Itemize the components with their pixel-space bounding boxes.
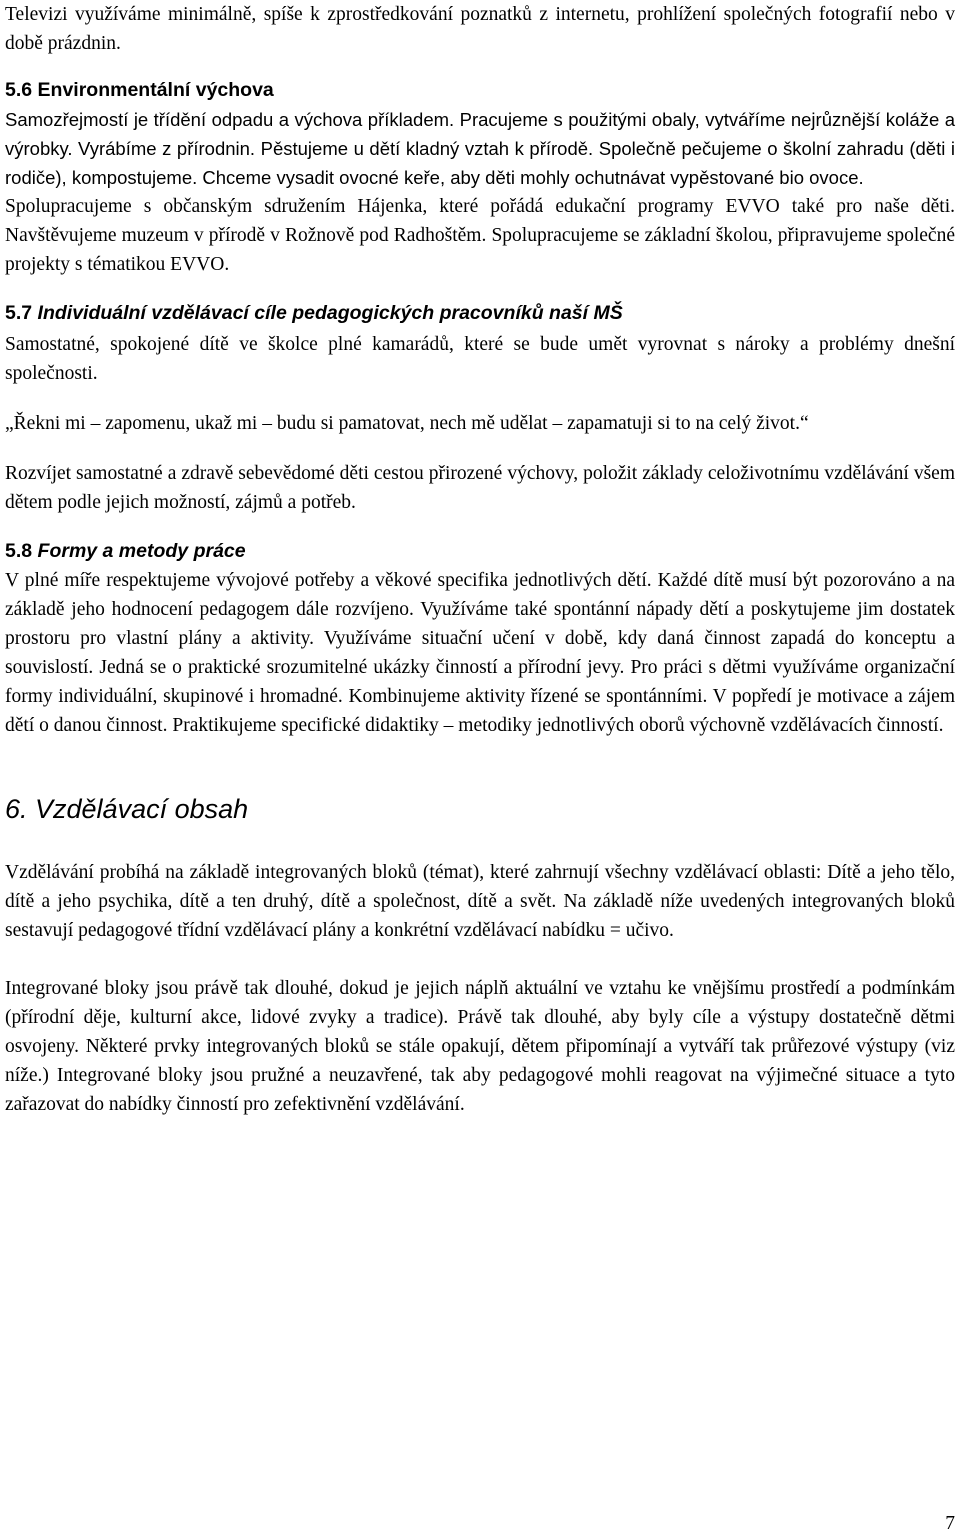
section-5-7-paragraph-2: Rozvíjet samostatné a zdravě sebevědomé děti cestou přirozené výchovy, položit základy celoživotnímu vzdělávání všem dětem podle jejich možností, zájmů a potřeb. (5, 463, 955, 513)
chapter-6-paragraph-1: Vzdělávání probíhá na základě integrovaných bloků (témat), které zahrnují všechny vzdělávací oblasti: Dítě a jeho tělo, dítě a jeho psychika, dítě a ten druhý, dítě a společnost, dítě a svět. Na základě níže uvedených integrovaných bloků sestavují pedagogové třídní vzdělávací plány a konkrétní vzdělávací nabídku = učivo. (5, 862, 955, 941)
section-5-7-heading (5, 299, 955, 328)
chapter-6-paragraph-2: Integrované bloky jsou právě tak dlouhé, dokud je jejich náplň aktuální ve vztahu ke vnějšímu prostředí a podmínkám (přírodní děje, kulturní akce, lidové zvyky a tradice). Právě tak dlouhé, aby byly cíle a výstupy dostatečně dětmi osvojeny. Některé prvky integrovaných bloků se stále opakují, dětem připomínají a vytváří tak průřezové výstupy (viz níže.) Integrované bloky jsou pružné a neuzavřené, tak aby pedagogové mohli reagovat na výjimečné situace a tyto zařazovat do nabídky činností pro zefektivnění vzdělávání. (5, 978, 955, 1115)
section-5-6-paragraph-2: Spolupracujeme s občanským sdružením Hájenka, které pořádá edukační programy EVVO také pro naše děti. Navštěvujeme muzeum v přírodě v Rožnově pod Radhoštěm. Spolupracujeme se základní školou, připravujeme společné projekty s tématikou EVVO. (5, 196, 955, 275)
section-5-7-quote: „Řekni mi – zapomenu, ukaž mi – budu si pamatovat, nech mě udělat – zapamatuji si to na celý život.“ (5, 413, 809, 434)
section-5-8-number: 5.8 (5, 540, 33, 562)
section-5-8-heading (5, 537, 955, 566)
section-5-6-heading (5, 76, 955, 105)
chapter-6-heading: 6. Vzdělávací obsah (5, 794, 249, 824)
section-5-7-number: 5.7 (5, 302, 33, 324)
section-5-7-paragraph-1: Samostatné, spokojené dítě ve školce plné kamarádů, které se bude umět vyrovnat s nároky a problémy dnešní společnosti. (5, 334, 955, 384)
section-5-8-paragraph-1: V plné míře respektujeme vývojové potřeby a věkové specifika jednotlivých dětí. Každé dítě musí být pozorováno a na základě jeho hodnocení pedagogem dále rozvíjeno. Využíváme také spontánní nápady dětí a poskytujeme jim dostatek prostoru pro vlastní plány a aktivity. Využíváme situační učení v době, kdy daná činnost zapadá do konceptu a souvislostí. Jedná se o praktické srozumitelné ukázky činností a přírodní jevy. Pro práci s dětmi využíváme organizační formy individuální, skupinové i hromadné. Kombinujeme aktivity řízené se spontánními. V popředí je motivace a zájem dětí o danou činnost. Praktikujeme specifické didaktiky – metodiky jednotlivých oborů výchovně vzdělávacích činností. (5, 570, 955, 736)
section-5-6-number: 5.6 (5, 79, 33, 101)
section-5-6-paragraph-1: Samozřejmostí je třídění odpadu a výchova příkladem. Pracujeme s použitými obaly, vytváříme nejrůznější koláže a výrobky. Vyrábíme z přírodnin. Pěstujeme u dětí kladný vztah k přírodě. Společně pečujeme o školní zahradu (děti i rodiče), kompostujeme. Chceme vysadit ovocné keře, aby děti mohly ochutnávat vypěstované bio ovoce. (5, 109, 955, 188)
section-5-7-title: Individuální vzdělávací cíle pedagogických pracovníků naší MŠ (37, 302, 623, 324)
intro-paragraph: Televizi využíváme minimálně, spíše k zprostředkování poznatků z internetu, prohlížení společných fotografií nebo v době prázdnin. (5, 4, 955, 54)
page-number: 7 (945, 1513, 955, 1534)
section-5-8-title: Formy a metody práce (37, 540, 246, 562)
section-5-6-title: Environmentální výchova (37, 79, 274, 101)
document-page (5, 0, 955, 1119)
